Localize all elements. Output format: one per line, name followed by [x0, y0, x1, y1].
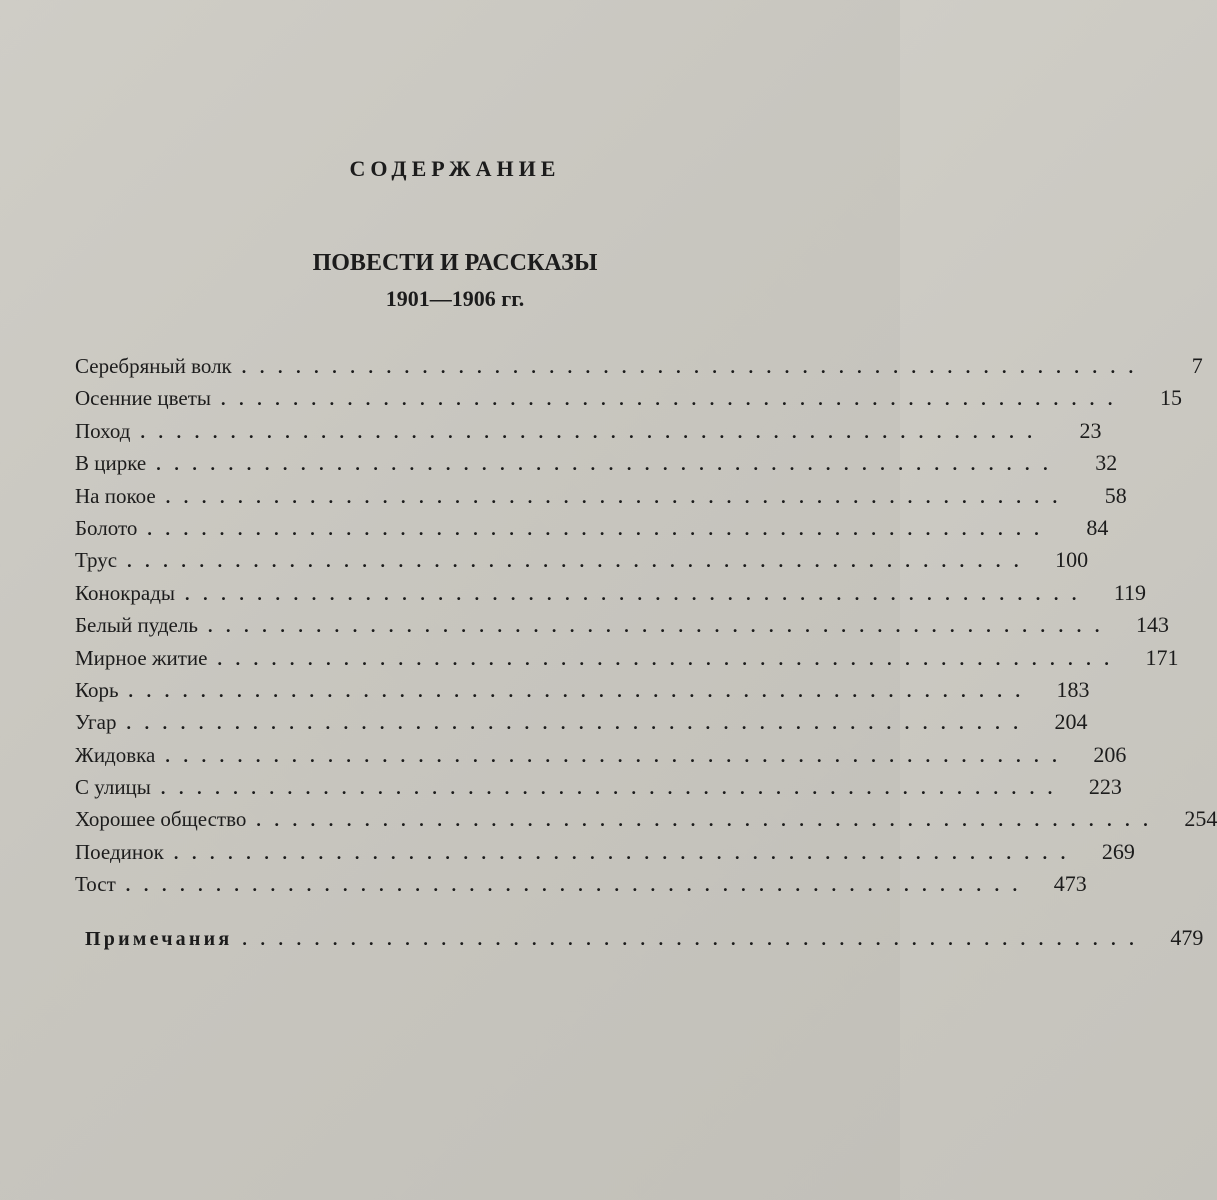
toc-entry-page-number: 183	[1056, 676, 1090, 702]
toc-entry	[75, 609, 1169, 641]
toc-entry-title: Осенние цветы	[75, 386, 211, 411]
toc-entry-page-number: 206	[1093, 741, 1127, 767]
toc-entry	[75, 415, 1102, 447]
toc-entry-page-number: 204	[1054, 709, 1088, 735]
toc-entry-page-number: 171	[1145, 644, 1179, 670]
toc-entry-title: На покое	[75, 483, 156, 508]
toc-leader-dots: ..................................................	[165, 745, 1071, 766]
toc-leader-dots: ..................................................	[126, 713, 1032, 734]
toc-entry	[75, 382, 1182, 414]
notes-leader-dots: ..................................................	[242, 929, 1148, 949]
toc-entry	[75, 544, 1089, 576]
toc-entry-title: Трус	[75, 548, 118, 573]
toc-entry-title: Корь	[75, 677, 119, 702]
toc-leader-dots: ..................................................	[185, 583, 1091, 604]
toc-entry-title: Хорошее общество	[75, 807, 247, 832]
toc-leader-dots: ..................................................	[160, 778, 1066, 799]
toc-entry-page-number: 223	[1088, 774, 1122, 800]
toc-entry	[75, 706, 1088, 738]
toc-entry	[75, 447, 1118, 479]
toc-entry	[75, 739, 1127, 771]
toc-entry	[75, 480, 1127, 512]
toc-entry-title: Жидовка	[75, 742, 156, 767]
notes-entry	[85, 922, 1204, 954]
toc-entry	[75, 512, 1109, 544]
toc-entry	[75, 350, 1203, 382]
toc-entry-page-number: 23	[1079, 417, 1102, 443]
toc-leader-dots: ..................................................	[207, 616, 1113, 637]
toc-leader-dots: ..................................................	[140, 421, 1046, 442]
table-of-contents	[75, 350, 1217, 901]
section-title: ПОВЕСТИ И РАССКАЗЫ	[312, 250, 598, 276]
notes-title: Примечания	[85, 928, 233, 950]
toc-entry-page-number: 7	[1191, 353, 1203, 378]
toc-entry-page-number: 58	[1104, 482, 1127, 508]
toc-leader-dots: ..................................................	[165, 486, 1071, 507]
toc-entry	[75, 836, 1135, 868]
notes-page-number: 479	[1170, 925, 1204, 950]
toc-entry-page-number: 100	[1055, 547, 1089, 573]
toc-entry-title: Белый пудель	[75, 613, 198, 638]
toc-entry-title: В цирке	[75, 451, 147, 476]
toc-entry-title: Мирное житие	[75, 645, 208, 670]
toc-leader-dots: ..................................................	[128, 680, 1034, 701]
toc-leader-dots: ..................................................	[147, 518, 1053, 539]
toc-entry-page-number: 269	[1101, 838, 1135, 864]
toc-entry	[75, 771, 1122, 803]
toc-leader-dots: ..................................................	[217, 648, 1123, 669]
toc-entry-title: Конокрады	[75, 580, 176, 605]
toc-entry-title: Угар	[75, 710, 117, 735]
toc-entry-title: Болото	[75, 515, 138, 540]
toc-entry-page-number: 473	[1053, 871, 1087, 897]
toc-leader-dots: ..................................................	[156, 454, 1062, 475]
toc-leader-dots: ..................................................	[241, 357, 1147, 377]
toc-entry-page-number: 143	[1135, 612, 1169, 638]
contents-heading: СОДЕРЖАНИЕ	[349, 156, 561, 181]
toc-entry	[75, 803, 1217, 835]
section-years: 1901—1906 гг.	[385, 286, 525, 311]
toc-leader-dots: ..................................................	[173, 842, 1079, 863]
toc-entry	[75, 868, 1087, 900]
toc-entry-title: С улицы	[75, 775, 151, 800]
toc-entry	[75, 642, 1179, 674]
toc-entry-title: Серебряный волк	[75, 354, 232, 378]
toc-entry-title: Поход	[75, 418, 131, 443]
toc-entry	[75, 577, 1147, 609]
toc-leader-dots: ..................................................	[127, 551, 1033, 572]
toc-leader-dots: ..................................................	[221, 389, 1126, 410]
toc-entry-page-number: 119	[1113, 579, 1147, 605]
toc-leader-dots: ..................................................	[125, 875, 1031, 896]
toc-leader-dots: ..................................................	[256, 810, 1162, 831]
toc-entry-page-number: 254	[1184, 806, 1217, 832]
toc-entry-page-number: 15	[1160, 385, 1182, 411]
toc-entry-title: Поединок	[75, 839, 164, 864]
toc-entry-title: Тост	[75, 872, 116, 897]
toc-entry-page-number: 84	[1086, 514, 1109, 540]
toc-entry	[75, 674, 1090, 706]
toc-entry-page-number: 32	[1095, 450, 1118, 476]
